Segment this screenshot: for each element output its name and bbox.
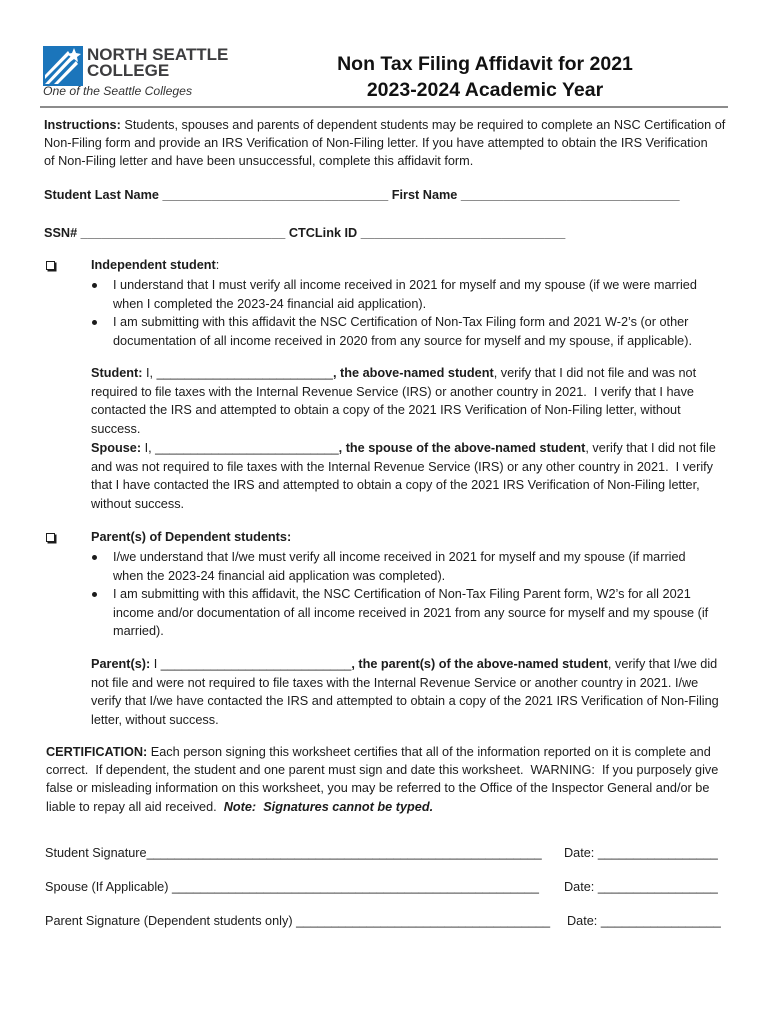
certification-text: liable to repay all aid received.	[46, 799, 224, 814]
list-item	[91, 313, 697, 350]
signature-label: Spouse (If Applicable)	[45, 880, 172, 894]
spouse-statement-line	[91, 439, 716, 458]
bullet-icon	[92, 592, 97, 597]
logo-name-line-1: NORTH SEATTLE	[87, 45, 229, 64]
date-label: Date:	[567, 914, 601, 928]
last-name-label: Student Last Name	[44, 188, 163, 202]
list-item-line: I understand that I must verify all income received in 2021 for myself and my spouse (if we were married	[113, 278, 697, 292]
independent-statements	[91, 364, 716, 514]
signature-blank: ____________________________________	[296, 914, 551, 928]
list-item-line: documentation of all income received in 2020 from any source for myself and my spouse, if applicable).	[113, 333, 692, 348]
independent-student-bullets	[91, 276, 697, 350]
date-label: Date:	[564, 846, 598, 860]
instructions-line	[44, 116, 725, 134]
certification-line	[46, 743, 718, 761]
certification-paragraph	[46, 743, 718, 816]
document-title	[285, 51, 685, 103]
checkbox-icon	[46, 533, 55, 542]
student-name-blank: _________________________	[156, 366, 333, 380]
ctclink-label: CTCLink ID	[285, 226, 361, 240]
logo-tagline: One of the Seattle Colleges	[43, 84, 193, 98]
first-name-label: First Name	[388, 188, 461, 202]
title-line-2: 2023-2024 Academic Year	[366, 79, 604, 101]
list-item-line: when I completed the 2023-24 financial aid application).	[113, 296, 427, 311]
ssn-blank: _____________________________	[80, 226, 286, 240]
student-statement-line: contacted the IRS and attempted to obtain a copy of the 2021 IRS Verification of Non-Filing letter, without	[91, 403, 681, 418]
checkbox-icon	[46, 261, 55, 270]
student-signature-line	[45, 844, 560, 862]
spouse-name-blank: __________________________	[155, 440, 339, 455]
student-statement-line: success.	[91, 422, 141, 437]
instructions-line: Non-Filing form and provide an IRS Verification of Non-Filing letter. If you have attempted to obtain the IRS Verification	[44, 136, 708, 150]
ssn-label: SSN#	[44, 226, 81, 240]
spouse-signature-line	[45, 878, 560, 896]
spouse-statement-text: , verify that I did not file	[585, 440, 716, 455]
dependent-students-heading: Parent(s) of Dependent students:	[91, 530, 292, 544]
spouse-statement-role: , the spouse of the above-named student	[338, 440, 586, 455]
header-divider	[40, 106, 728, 108]
spouse-signature-date	[564, 878, 718, 896]
parent-statement	[91, 655, 719, 730]
date-blank: _________________	[597, 880, 718, 894]
list-item	[91, 585, 708, 641]
instructions-text: Students, spouses and parents of dependent students may be required to complete an NSC Certification of	[120, 118, 726, 132]
signature-label: Student Signature	[45, 846, 147, 860]
title-line-1: Non Tax Filing Affidavit for 2021	[337, 53, 633, 75]
signature-label: Parent Signature (Dependent students only)	[45, 914, 297, 928]
student-name-row	[44, 186, 680, 204]
last-name-blank: ________________________________	[162, 188, 389, 202]
parent-statement-role: , the parent(s) of the above-named student	[351, 657, 608, 671]
student-signature-date	[564, 844, 718, 862]
list-item-line: married).	[113, 624, 164, 638]
spouse-statement-label: Spouse:	[91, 440, 142, 455]
bullet-icon	[92, 283, 97, 288]
date-blank: _________________	[600, 914, 721, 928]
certification-line: false or misleading information on this worksheet, you may be referred to the Office of the Inspector General and/or be	[46, 781, 710, 796]
college-logo-icon	[43, 46, 83, 86]
student-statement-line	[91, 364, 716, 383]
parent-statement-text: , verify that I/we did	[607, 657, 718, 671]
parent-statement-line: not file and were not required to file taxes with the Internal Revenue Service or another country in 2021. I/we	[91, 675, 699, 690]
parent-statement-line: letter, without success.	[91, 713, 219, 728]
spouse-statement-line: that I have contacted the IRS and attempted to obtain a copy of the 2021 IRS Verification of Non-Filing letter,	[91, 478, 700, 493]
parent-statement-line: verify that I/we have contacted the IRS and attempted to obtain a copy of the 2021 IRS Verification of Non-Filing	[91, 694, 719, 709]
signature-blank: ________________________________________________________	[146, 846, 542, 860]
instructions-line: of Non-Filing letter and have been unsuccessful, complete this affidavit form.	[44, 154, 474, 168]
list-item-line: when the 2023-24 financial aid application was completed).	[113, 568, 446, 583]
certification-line	[46, 798, 718, 816]
independent-student-heading	[91, 256, 219, 274]
list-item-line: I am submitting with this affidavit the NSC Certification of Non-Tax Filing form and 2021 W-2’s (or other	[113, 315, 689, 329]
bullet-icon	[92, 555, 97, 560]
instructions-label: Instructions:	[44, 118, 121, 132]
certification-text: Each person signing this worksheet certifies that all of the information reported on it is complete and	[147, 745, 711, 759]
independent-student-heading-colon: :	[215, 258, 220, 272]
instructions-paragraph	[44, 116, 725, 170]
parent-signature-date	[567, 912, 721, 930]
student-id-row	[44, 224, 565, 242]
signature-note: Note: Signatures cannot be typed.	[223, 799, 434, 814]
list-item	[91, 276, 697, 313]
student-statement-line: required to file taxes with the Internal Revenue Service (IRS) or another country in 2021. I verify that I have	[91, 384, 694, 399]
parent-signature-line	[45, 912, 560, 930]
dependent-students-bullets	[91, 548, 708, 641]
parent-name-blank: ___________________________	[160, 657, 352, 671]
list-item-line: I am submitting with this affidavit, the NSC Certification of Non-Tax Filing Parent form, W2’s for all 2021	[113, 587, 691, 601]
student-statement-lead: I,	[142, 366, 157, 380]
list-item-line: income and/or documentation of all income received in 2021 from any source for myself and my spouse (if	[113, 605, 709, 620]
first-name-blank: _______________________________	[460, 188, 680, 202]
logo-name-line-2: COLLEGE	[87, 61, 170, 80]
date-blank: _________________	[597, 846, 718, 860]
student-statement-text: , verify that I did not file and was not	[493, 366, 697, 380]
student-statement-role: , the above-named student	[332, 366, 494, 380]
parent-statement-label: Parent(s):	[91, 657, 151, 671]
certification-label: CERTIFICATION:	[46, 745, 148, 759]
list-item-line: I/we understand that I/we must verify all income received in 2021 for myself and my spouse (if married	[113, 550, 686, 564]
certification-line: correct. If dependent, the student and one parent must sign and date this worksheet. WARNING: If you purposely give	[46, 763, 719, 778]
spouse-statement-line: without success.	[91, 496, 185, 511]
list-item	[91, 548, 708, 585]
bullet-icon	[92, 320, 97, 325]
parent-statement-lead: I	[150, 657, 161, 671]
parent-statement-line	[91, 655, 719, 674]
independent-student-heading-text: Independent student	[91, 258, 216, 272]
date-label: Date:	[564, 880, 598, 894]
student-statement-label: Student:	[91, 366, 143, 380]
ctclink-blank: _____________________________	[360, 226, 566, 240]
signature-blank: ____________________________________________________	[171, 880, 539, 894]
spouse-statement-lead: I,	[141, 440, 156, 455]
spouse-statement-line: and was not required to file taxes with the Internal Revenue Service (IRS) or any other country in 2021. I verify	[91, 459, 714, 474]
